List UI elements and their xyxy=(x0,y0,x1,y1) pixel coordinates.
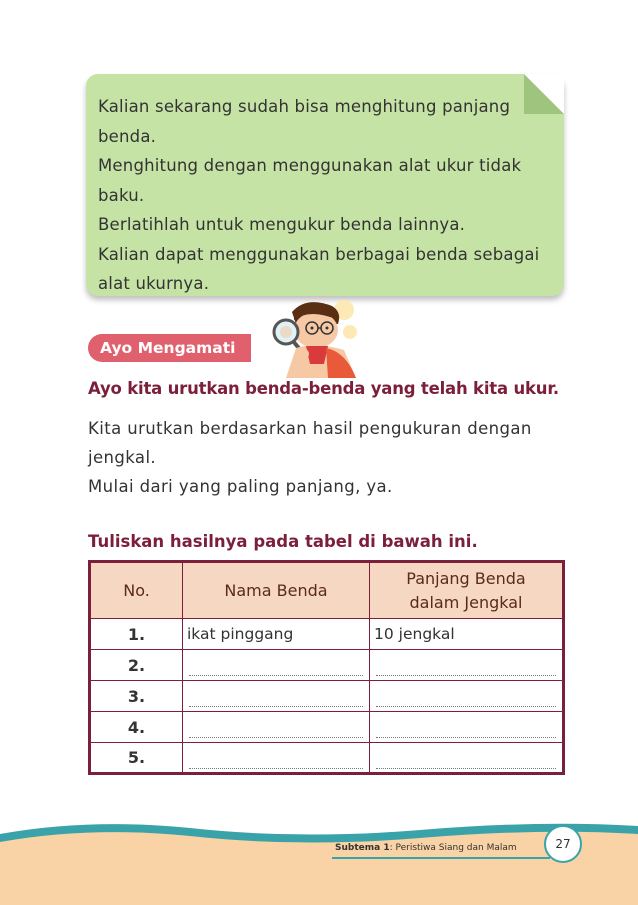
table-row xyxy=(90,712,564,743)
row-length-blank[interactable] xyxy=(370,712,564,743)
row-number: 4. xyxy=(90,712,183,743)
row-number: 3. xyxy=(90,681,183,712)
section-badge: Ayo Mengamati xyxy=(88,334,251,362)
row-number: 5. xyxy=(90,743,183,774)
note-line-4: Kalian dapat menggunakan berbagai benda sebagai alat ukurnya. xyxy=(98,244,540,293)
footer-wave xyxy=(0,812,638,905)
row-item-name-blank[interactable] xyxy=(183,712,370,743)
row-item-name-blank[interactable] xyxy=(183,681,370,712)
results-table xyxy=(88,560,565,775)
row-number: 2. xyxy=(90,650,183,681)
page-number: 27 xyxy=(544,825,582,863)
header-length: Panjang Benda dalam Jengkal xyxy=(370,562,564,619)
info-note xyxy=(86,74,564,296)
paragraph-1: Kita urutkan berdasarkan hasil pengukuran dengan jengkal. xyxy=(88,419,532,467)
table-row xyxy=(90,743,564,774)
row-length-blank[interactable] xyxy=(370,681,564,712)
note-line-3: Berlatihlah untuk mengukur benda lainnya. xyxy=(98,215,466,234)
note-line-1: Kalian sekarang sudah bisa menghitung panjang benda. xyxy=(98,97,511,146)
row-number: 1. xyxy=(90,619,183,650)
page-fold-corner xyxy=(524,74,564,114)
footer-divider xyxy=(332,857,550,859)
header-name: Nama Benda xyxy=(183,562,370,619)
paragraph-2: Mulai dari yang paling panjang, ya. xyxy=(88,477,393,496)
table-instruction: Tuliskan hasilnya pada tabel di bawah ini. xyxy=(88,532,478,551)
table-header-row xyxy=(90,562,564,619)
row-length-blank[interactable] xyxy=(370,650,564,681)
note-line-2: Menghitung dengan menggunakan alat ukur tidak baku. xyxy=(98,156,522,205)
footer-subtema: Subtema 1: Peristiwa Siang dan Malam xyxy=(335,843,517,853)
row-item-name-blank[interactable] xyxy=(183,743,370,774)
row-item-name: ikat pinggang xyxy=(183,619,370,650)
table-row xyxy=(90,681,564,712)
table-row xyxy=(90,619,564,650)
row-item-name-blank[interactable] xyxy=(183,650,370,681)
boy-with-magnifier-icon xyxy=(266,298,362,378)
table-row xyxy=(90,650,564,681)
section-heading: Ayo kita urutkan benda-benda yang telah kita ukur. xyxy=(88,379,559,398)
row-length: 10 jengkal xyxy=(370,619,564,650)
row-length-blank[interactable] xyxy=(370,743,564,774)
header-no: No. xyxy=(90,562,183,619)
